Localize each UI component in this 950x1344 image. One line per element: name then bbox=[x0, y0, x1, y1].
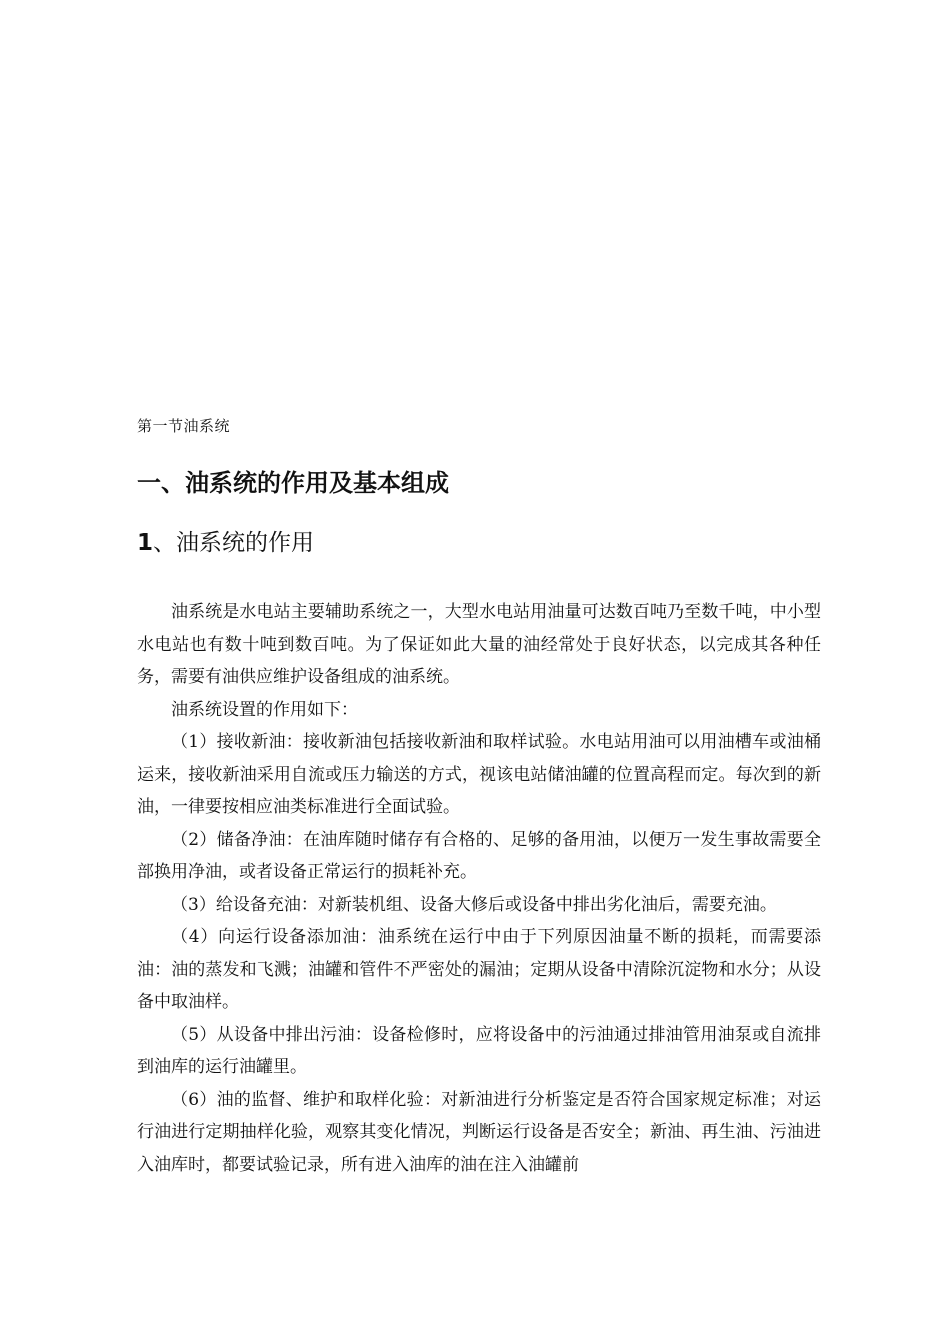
body-text bbox=[137, 596, 821, 1181]
document-content bbox=[137, 414, 821, 1181]
paragraph: （5）从设备中排出污油：设备检修时，应将设备中的污油通过排油管用油泵或自流排到油库的运行油罐里。 bbox=[137, 1024, 821, 1077]
paragraph: 油系统是水电站主要辅助系统之一，大型水电站用油量可达数百吨乃至数千吨，中小型水电站也有数十吨到数百吨。为了保证如此大量的油经常处于良好状态，以完成其各种任务，需要有油供应维护设备组成的油系统。 bbox=[137, 602, 821, 687]
paragraph: （2）储备净油：在油库随时储存有合格的、足够的备用油，以便万一发生事故需要全部换用净油，或者设备正常运行的损耗补充。 bbox=[137, 829, 821, 882]
heading-2-number: 1 bbox=[137, 530, 154, 556]
paragraph: （4）向运行设备添加油：油系统在运行中由于下列原因油量不断的损耗，而需要添油：油的蒸发和飞溅；油罐和管件不严密处的漏油；定期从设备中清除沉淀物和水分；从设备中取油样。 bbox=[137, 927, 821, 1012]
paragraph: （3）给设备充油：对新装机组、设备大修后或设备中排出劣化油后，需要充油。 bbox=[171, 894, 777, 915]
heading-1: 一、油系统的作用及基本组成 bbox=[137, 469, 449, 497]
heading-2 bbox=[137, 526, 821, 560]
paragraph: （1）接收新油：接收新油包括接收新油和取样试验。水电站用油可以用油槽车或油桶运来，接收新油采用自流或压力输送的方式，视该电站储油罐的位置高程而定。每次到的新油，一律要按相应油类标准进行全面试验。 bbox=[137, 732, 821, 817]
paragraph: （6）油的监督、维护和取样化验：对新油进行分析鉴定是否符合国家规定标准；对运行油进行定期抽样化验，观察其变化情况，判断运行设备是否安全；新油、再生油、污油进入油库时，都要试验记录，所有进入油库的油在注入油罐前 bbox=[137, 1089, 821, 1175]
section-label: 第一节油系统 bbox=[137, 417, 231, 435]
heading-2-text: 、油系统的作用 bbox=[153, 530, 315, 556]
paragraph: 油系统设置的作用如下： bbox=[171, 699, 358, 720]
